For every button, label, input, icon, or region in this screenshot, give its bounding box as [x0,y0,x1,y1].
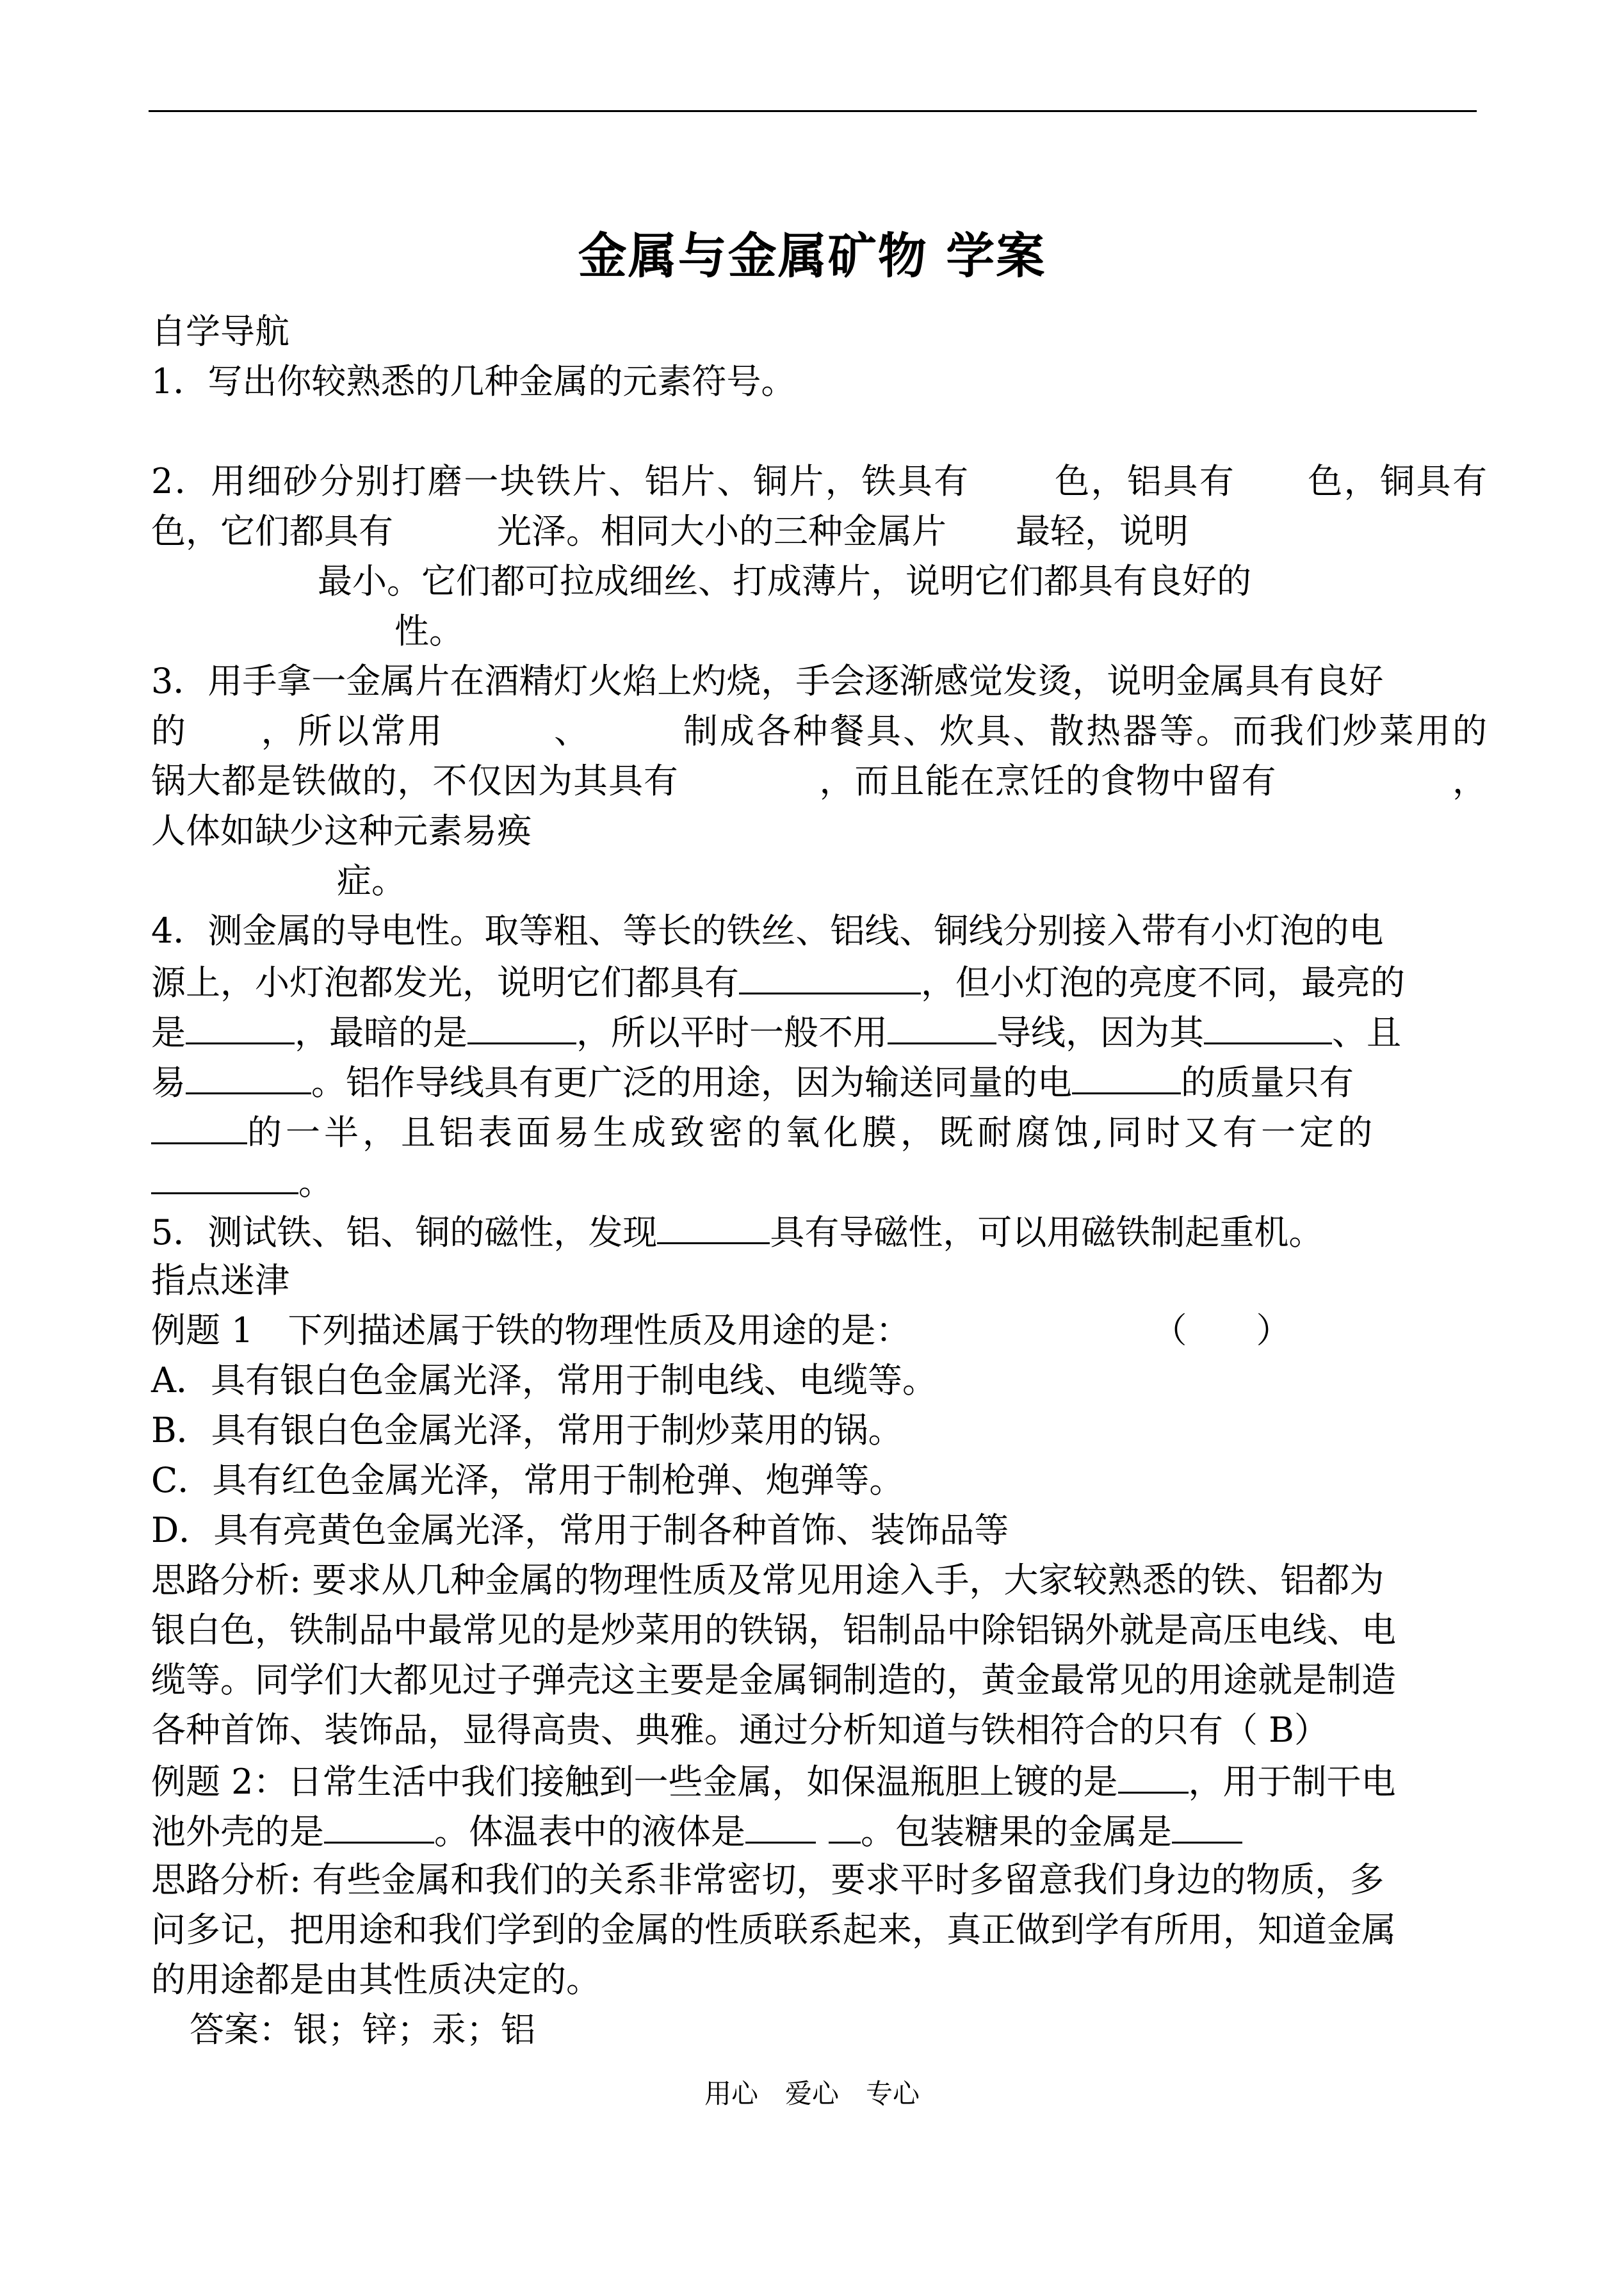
answer-blank [186,1007,295,1044]
ex2-text-a: 例题 2：日常生活中我们接触到一些金属，如保温瓶胆上镀的是 [151,1762,1118,1802]
answer-blank [657,1206,770,1244]
question-4-line-6 [151,1156,1496,1207]
ex2-text-c: 池外壳的是 [151,1812,324,1852]
question-4-line-1: 4．测金属的导电性。取等粗、等长的铁丝、铝线、铜线分别接入带有小灯泡的电 [151,911,1384,951]
analysis-1-line-3: 缆等。同学们大都见过子弹壳这主要是金属铜制造的，黄金最常见的用途就是制造 [151,1660,1396,1700]
analysis-2-line-1: 思路分析: 有些金属和我们的关系非常密切，要求平时多留意我们身边的物质，多 [151,1860,1384,1900]
q4-text-k: 的一半，且铝表面易生成致密的氧化膜，既耐腐蚀,同时又有一定的 [247,1112,1377,1153]
analysis-2-line-2: 问多记，把用途和我们学到的金属的性质联系起来，真正做到学有所用，知道金属 [151,1910,1396,1950]
example-2-answer: 答案：银；锌；汞；铝 [190,2009,535,2050]
answer-blank [1204,1007,1332,1044]
answer-blank [745,1806,816,1844]
q4-text-g: 、且 [1332,1012,1401,1053]
example-1-question: 例题 1 下列描述属于铁的物理性质及用途的是： （ ） [151,1310,1291,1350]
page-footer: 用心 爱心 专心 [704,2078,920,2109]
answer-blank [151,1107,247,1144]
answer-blank [324,1806,434,1844]
ex2-text-e: 。包装糖果的金属是 [861,1812,1172,1852]
q4-text-f: 导线，因为其 [996,1012,1204,1053]
q5-text-b: 具有导磁性，可以用磁铁制起重机。 [770,1212,1324,1253]
q4-text-l: 。 [298,1162,333,1203]
question-3-line-4: 人体如缺少这种元素易痪 [151,811,532,851]
q4-text-a: 源上，小灯泡都发光，说明它们都具有 [151,962,739,1003]
example-2-line-2 [151,1806,1496,1856]
q4-text-h: 易 [151,1062,186,1103]
answer-blank [467,1007,576,1044]
example-1-option-a: A．具有银白色金属光泽，常用于制电线、电缆等。 [151,1360,937,1400]
answer-blank [186,1057,311,1094]
answer-blank [888,1007,996,1044]
q4-text-c: 是 [151,1012,186,1053]
question-3-line-2: 的 ，所以常用 、 制成各种餐具、炊具、散热器等。而我们炒菜用的 [151,711,1487,751]
analysis-1-line-2: 银白色，铁制品中最常见的是炒菜用的铁锅，铝制品中除铝锅外就是高压电线、电 [151,1610,1396,1650]
analysis-2-line-3: 的用途都是由其性质决定的。 [151,1959,601,2000]
q4-text-i: 。铝作导线具有更广泛的用途，因为输送同量的电 [311,1062,1072,1103]
question-2-line-1: 2．用细砂分别打磨一块铁片、铝片、铜片，铁具有 色，铝具有 色，铜具有 [151,461,1487,501]
analysis-1-line-4: 各种首饰、装饰品，显得高贵、典雅。通过分析知道与铁相符合的只有（ B） [151,1710,1329,1750]
answer-blank [1172,1806,1242,1844]
answer-blank [1118,1756,1189,1794]
example-1-option-b: B．具有银白色金属光泽，常用于制炒菜用的锅。 [151,1410,903,1450]
answer-blank [739,957,921,994]
ex2-text-d: 。体温表中的液体是 [434,1812,745,1852]
section-heading-self-study: 自学导航 [151,311,289,352]
question-5 [151,1206,1496,1257]
section-heading-guidance: 指点迷津 [151,1260,289,1301]
answer-blank [829,1806,861,1844]
ex2-text-b: ，用于制干电 [1188,1762,1396,1802]
page-title: 金属与金属矿物 学案 [578,227,1046,284]
question-4-line-5 [151,1107,1496,1157]
analysis-1-line-1: 思路分析: 要求从几种金属的物理性质及常见用途入手，大家较熟悉的铁、铝都为 [151,1560,1384,1600]
question-3-line-3: 锅大都是铁做的，不仅因为其具有 ，而且能在烹饪的食物中留有 ， [151,761,1487,801]
example-1-option-c: C．具有红色金属光泽，常用于制枪弹、炮弹等。 [151,1460,904,1500]
header-rule [149,110,1477,112]
answer-blank [151,1156,298,1194]
question-4-line-2 [151,957,1496,1007]
q5-text-a: 5．测试铁、铝、铜的磁性，发现 [151,1212,658,1253]
example-1-option-d: D．具有亮黄色金属光泽，常用于制各种首饰、装饰品等 [151,1510,1009,1550]
q4-text-j: 的质量只有 [1181,1062,1354,1103]
question-4-line-4 [151,1057,1496,1107]
question-3-line-1: 3．用手拿一金属片在酒精灯火焰上灼烧，手会逐渐感觉发烫，说明金属具有良好 [151,661,1384,701]
q4-text-d: ，最暗的是 [295,1012,467,1053]
q4-text-e: ，所以平时一般不用 [576,1012,888,1053]
question-4-line-3 [151,1007,1496,1057]
answer-blank [1072,1057,1181,1094]
example-2-line-1 [151,1756,1496,1806]
question-2-line-4: 性。 [394,611,464,651]
q4-text-b: ，但小灯泡的亮度不同，最亮的 [921,962,1405,1003]
question-1: 1．写出你较熟悉的几种金属的元素符号。 [151,361,796,401]
question-2-line-3: 最小。它们都可拉成细丝、打成薄片，说明它们都具有良好的 [318,561,1251,601]
question-3-line-5: 症。 [337,861,406,901]
question-2-line-2: 色，它们都具有 光泽。相同大小的三种金属片 最轻，说明 [151,511,1189,551]
